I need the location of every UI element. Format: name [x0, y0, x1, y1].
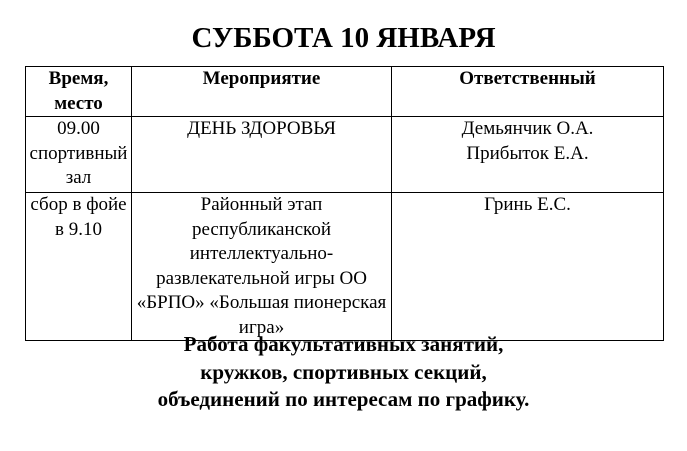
cell-time-place	[26, 193, 132, 341]
header-responsible	[392, 67, 664, 117]
cell-text: Демьянчик О.А.	[461, 118, 594, 139]
footer-line: объединений по интересам по графику.	[157, 387, 530, 411]
table-header-row	[26, 67, 664, 117]
footer-line: кружков, спортивных секций,	[200, 359, 487, 384]
table-row	[26, 117, 664, 193]
header-text: место	[54, 92, 103, 114]
cell-text: 09.00	[57, 118, 100, 139]
header-text: Мероприятие	[202, 68, 321, 89]
cell-text: сбор в фойе	[30, 194, 127, 215]
cell-time-place	[26, 117, 132, 193]
header-event	[132, 67, 392, 117]
cell-text: Районный этап республиканской	[191, 194, 331, 240]
table-row	[26, 193, 664, 341]
cell-text: Прибыток Е.А.	[466, 142, 589, 164]
cell-text: развлекательной игры ОО	[156, 267, 367, 289]
cell-text: зал	[65, 167, 92, 188]
cell-text: в 9.10	[55, 218, 102, 240]
header-time-place	[26, 67, 132, 117]
cell-text: игра»	[238, 316, 285, 338]
header-text: Ответственный	[459, 68, 596, 89]
footer-note	[0, 331, 687, 414]
cell-text: интеллектуально-	[189, 243, 334, 264]
cell-event	[132, 117, 392, 193]
cell-text: ДЕНЬ ЗДОРОВЬЯ	[187, 118, 336, 139]
schedule-table	[25, 66, 664, 341]
cell-text: спортивный	[29, 142, 128, 164]
header-text: Время,	[48, 68, 109, 89]
footer-line: Работа факультативных занятий,	[183, 332, 504, 356]
cell-text: «БРПО» «Большая пионерская	[136, 292, 387, 313]
cell-event	[132, 193, 392, 341]
cell-responsible	[392, 117, 664, 193]
cell-text: Гринь Е.С.	[484, 194, 571, 215]
cell-responsible	[392, 193, 664, 341]
page-title: СУББОТА 10 ЯНВАРЯ	[191, 22, 496, 54]
